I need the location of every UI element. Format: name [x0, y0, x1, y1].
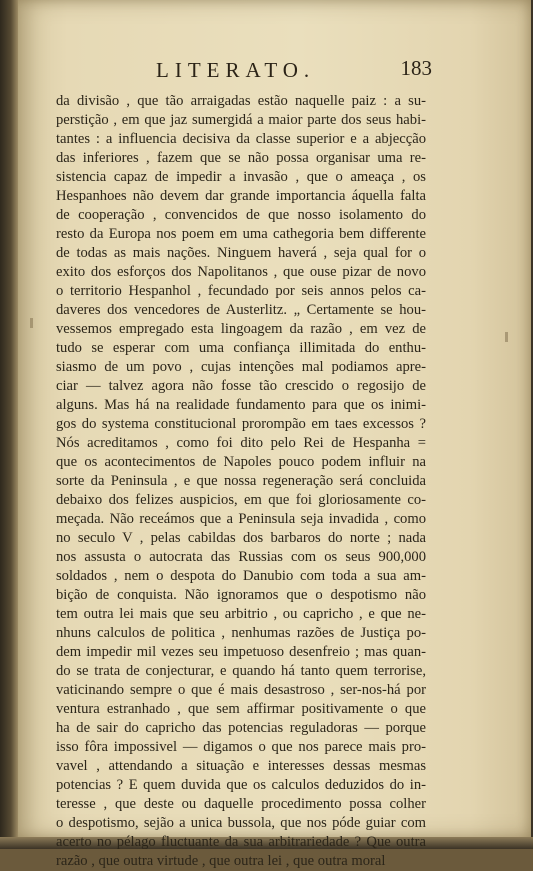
text-line: exito dos esforços dos Napolitanos , que ouse pizar de novo	[56, 264, 426, 280]
text-line: vaticinando sempre o que é mais desastroso , ser-nos-há por	[56, 682, 426, 698]
text-line: soldados , nem o despota do Danubio com toda a sua am-	[56, 568, 426, 584]
body-text	[56, 92, 426, 871]
text-line: sorte da Peninsula , e que nossa regeneração será concluida	[56, 473, 426, 489]
text-line: bição de conquista. Não ignoramos que o despotismo não	[56, 587, 426, 603]
text-line: isso fôra impossivel — digamos o que nos parece mais pro-	[56, 739, 426, 755]
text-line: acerto no pélago fluctuante da sua arbitrariedade ? Que outra	[56, 834, 426, 850]
text-line: o territorio Hespanhol , fecundado por seis annos pelos ca-	[56, 283, 426, 299]
text-line: de cooperação , convencidos de que nosso isolamento do	[56, 207, 426, 223]
running-title: LITERATO.	[156, 58, 316, 82]
text-line: ha de sair do capricho das potencias reguladoras — porque	[56, 720, 426, 736]
text-line: de todas as mais nações. Ninguem haverá , seja qual for o	[56, 245, 426, 261]
text-line: do se trata de conjecturar, e quando há tanto quem terrorise,	[56, 663, 426, 679]
text-line: vavel , attendando a situação e interesses dessas mesmas	[56, 758, 426, 774]
text-line: o despotismo, sejão a unica bussola, que nos póde guiar com	[56, 815, 426, 831]
text-line: resto da Europa nos poem em uma cathegoria bem differente	[56, 226, 426, 242]
text-line: dem impedir mil vezes seu impetuoso desenfreio ; mas quan-	[56, 644, 426, 660]
text-line: vessemos empregado esta lingoagem da razão , em vez de	[56, 321, 426, 337]
text-line: tudo se esperar com uma confiança illimitada do enthu-	[56, 340, 426, 356]
text-line: debaixo dos felizes auspicios, em que foi gloriosamente co-	[56, 492, 426, 508]
text-line: razão , que outra virtude , que outra lei , que outra moral	[56, 853, 386, 869]
text-line: Hespanhoes não devem dar grande importancia áquella falta	[56, 188, 426, 204]
text-line: daveres dos vencedores de Austerlitz. „ Certamente se hou-	[56, 302, 426, 318]
text-line: alguns. Mas há na realidade fundamento para que os inimi-	[56, 397, 426, 413]
text-line: siasmo de um povo , cujas intenções mal podiamos apre-	[56, 359, 426, 375]
text-line: perstição , em que jaz sumergidá a maior parte dos seus habi-	[56, 112, 426, 128]
text-line: meçada. Não receámos que a Peninsula seja invadida , como	[56, 511, 426, 527]
text-line: Nós acreditamos , como foi dito pelo Rei de Hespanha =	[56, 435, 426, 451]
text-line: que os acontecimentos de Napoles pouco podem influir na	[56, 454, 426, 470]
text-line: tem outra lei mais que seu arbitrio , ou capricho , e que ne-	[56, 606, 426, 622]
page-header	[156, 58, 432, 88]
text-line: tantes : a influencia decisiva da classe superior e a abjecção	[56, 131, 426, 147]
margin-mark	[505, 332, 508, 342]
text-line: da divisão , que tão arraigadas estão naquelle paiz : a su-	[56, 93, 426, 109]
book-gutter-shadow	[0, 0, 18, 849]
text-line: gos do systema constitucional prorompão em taes excessos ?	[56, 416, 426, 432]
text-line: no seculo V , pelas cabildas dos barbaros do norte ; nada	[56, 530, 426, 546]
text-line: sistencia capaz de impedir a invasão , que o ameaça , os	[56, 169, 426, 185]
text-line: potencias ? E quem duvida que os calculos deduzidos do in-	[56, 777, 426, 793]
page-number: 183	[400, 56, 432, 80]
text-line: nhuns calculos de politica , nenhumas razões de Justiça po-	[56, 625, 426, 641]
margin-mark	[30, 318, 33, 328]
text-line: teresse , que deste ou daquelle procedimento possa colher	[56, 796, 426, 812]
text-line: ciar — talvez agora não fosse tão crescido o regosijo de	[56, 378, 426, 394]
text-line: nos assusta o autocrata das Russias com os seus 900,000	[56, 549, 426, 565]
text-line: ventura estranhado , que sem affirmar positivamente o que	[56, 701, 426, 717]
text-line: das inferiores , fazem que se não possa organisar uma re-	[56, 150, 426, 166]
